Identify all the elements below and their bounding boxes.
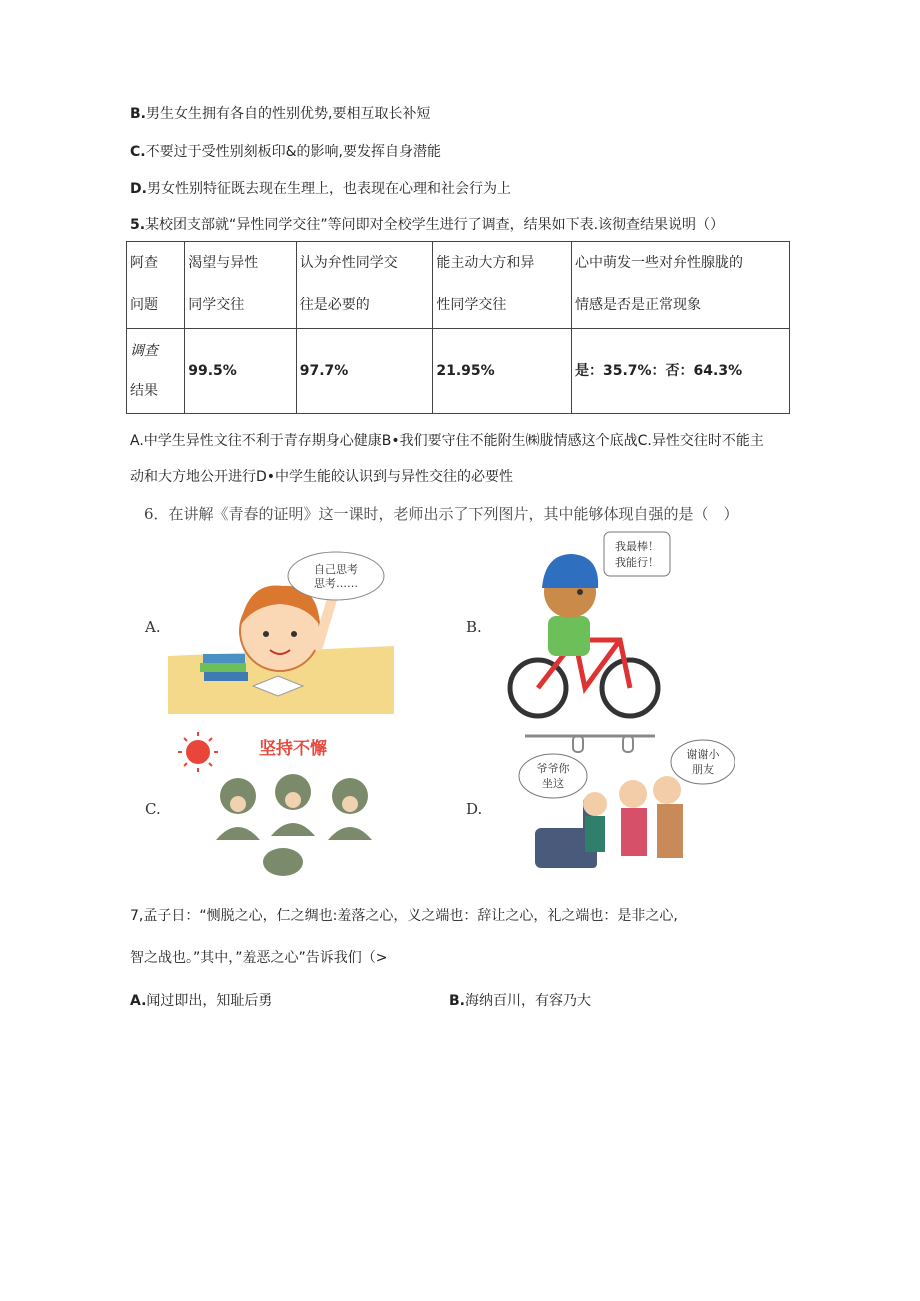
bubble-text: 自己思考 <box>314 563 358 576</box>
q6-option-a-letter: A. <box>145 618 161 636</box>
sun-icon <box>186 740 210 764</box>
child-icon <box>583 792 607 816</box>
q6-option-d-image <box>495 728 735 884</box>
soldier-icon <box>263 848 303 876</box>
bubble-text: 朋友 <box>692 763 714 776</box>
q6-option-a-image <box>168 536 394 714</box>
q6-option-d-letter: D. <box>466 800 483 818</box>
table-cell: 阿查 问题 <box>127 242 185 329</box>
q4-option-b-letter: B. <box>130 106 146 122</box>
q5-stem-text: 某校团支部就“异性同学交往”等问即对全校学生进行了调查，结果如下表.该彻查结果说明（） <box>145 217 725 233</box>
helmet-icon <box>542 554 598 588</box>
q6-option-c-image <box>168 730 398 890</box>
q5-number: 5. <box>130 217 146 233</box>
q4-option-c-text: 不要过于受性别刻板印&的影响,要发挥自身潜能 <box>145 144 441 160</box>
q7-option-b-letter: B. <box>449 993 465 1009</box>
q4-option-b-text: 男生女生拥有各自的性别优势,要相互取长补短 <box>146 106 431 122</box>
table-cell: 调查 结果 <box>127 329 185 414</box>
bubble-text: 谢谢小 <box>686 748 720 761</box>
table-cell: 能主动大方和异 性同学交往 <box>433 242 572 329</box>
q5-stem <box>130 214 724 234</box>
table-cell: 97.7% <box>296 329 433 414</box>
q7-line2: 智之战也。”其中，”羞恶之心”告诉我们（> <box>130 950 388 966</box>
bubble-text: 我能行！ <box>615 556 659 569</box>
handle-icon <box>623 736 633 752</box>
q4-option-d-text: 男女性别特征既去现在生理上，也表现在心理和社会行为上 <box>146 181 511 197</box>
q7-option-b-text: 海纳百川，有容乃大 <box>465 993 591 1009</box>
q6-option-b-letter: B. <box>466 618 482 636</box>
speech-bubble <box>288 552 384 600</box>
book-icon <box>200 663 246 672</box>
bubble-text: 思考…… <box>314 577 358 590</box>
table-cell: 渴望与异性 同学交往 <box>185 242 297 329</box>
speech-bubble <box>519 754 587 798</box>
grandpa-icon <box>619 780 647 808</box>
bubble-text: 坐这 <box>542 777 564 790</box>
speech-bubble <box>604 532 670 576</box>
q6-option-c-letter: C. <box>145 800 161 818</box>
q6-option-b-image <box>500 530 690 722</box>
shirt-shape <box>548 616 590 656</box>
table-row <box>127 242 790 329</box>
q5-answers-line1: A.中学生异性文往不利于青存期身心健康B•我们要守住不能附生㈱胧情感这个底战C.异性交往时不能主 <box>130 433 764 449</box>
bubble-text: 爷爷你 <box>536 762 570 775</box>
q7-option-a-letter: A. <box>130 993 147 1009</box>
table-cell: 21.95% <box>433 329 572 414</box>
q4-option-d <box>130 178 511 198</box>
table-row <box>127 329 790 414</box>
table-cell: 认为弁性同学交 往是必要的 <box>296 242 433 329</box>
book-icon <box>203 654 245 663</box>
q5-answers-line2: 动和大方地公开进行D•中学生能皎认识到与异性交往的必要性 <box>130 469 514 485</box>
q4-option-c-letter: C. <box>130 144 146 160</box>
q6-stem: 6．在讲解《青春的证明》这一课时，老师出示了下列图片，其中能够体现自强的是（ ） <box>144 505 739 523</box>
q7-option-b <box>449 990 591 1010</box>
q7-option-a-text: 闻过即出，知耻后勇 <box>146 993 273 1009</box>
grandpa-icon <box>653 776 681 804</box>
q4-option-b <box>130 103 430 123</box>
q4-option-d-letter: D. <box>130 181 147 197</box>
book-icon <box>204 672 248 681</box>
table-cell: 心中萌发一些对弁性腺胧的 情感是否是正常现象 <box>571 242 789 329</box>
table-cell: 是：35.7%：否：64.3% <box>571 329 789 414</box>
q7-line1: 7,孟子日：“恻脱之心，仁之绸也:羞落之心，义之端也：辞让之心，礼之端也：是非之心, <box>130 908 678 924</box>
table-cell: 99.5% <box>185 329 297 414</box>
q7-option-a <box>130 990 272 1010</box>
bubble-text: 我最棒！ <box>615 540 659 553</box>
handle-icon <box>573 736 583 752</box>
speech-bubble <box>671 740 735 784</box>
survey-table <box>126 241 790 414</box>
banner-text: 坚持不懈 <box>259 739 327 759</box>
q4-option-c <box>130 141 441 161</box>
